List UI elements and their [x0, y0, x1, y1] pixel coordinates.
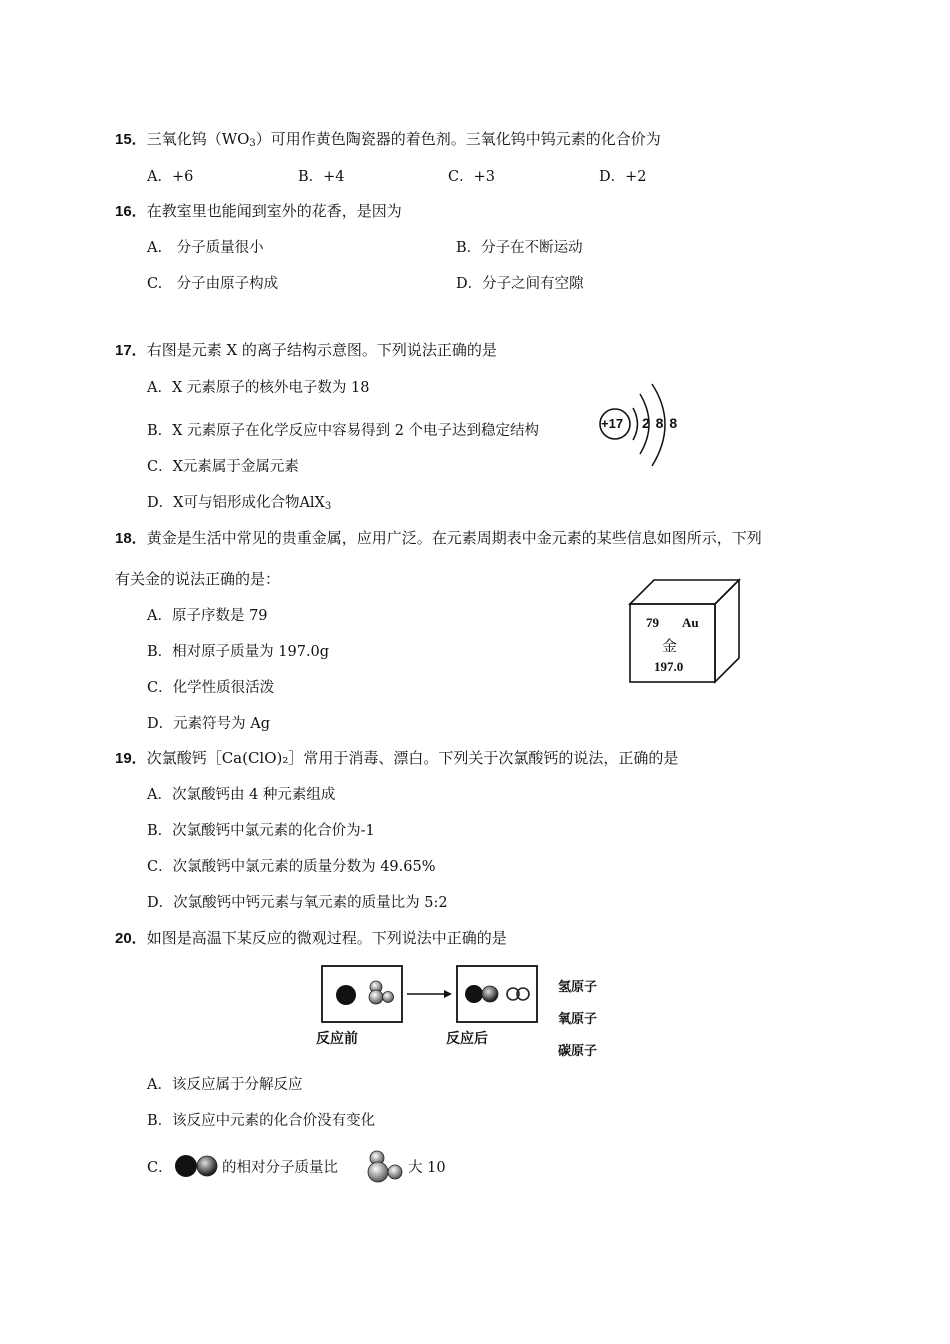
- option-d: [147, 491, 331, 512]
- element-box-outline: [628, 578, 742, 686]
- option-a: A．X 元素原子的核外电子数为 18: [147, 380, 370, 396]
- legend-hydrogen: 氢原子: [558, 979, 598, 994]
- option-c: [147, 1156, 173, 1177]
- stem-text: 在教室里也能闻到室外的花香，是因为: [146, 202, 402, 220]
- question-16-stem: [115, 200, 402, 221]
- stem-text: 黄金是生活中常见的贵重金属，应用广泛。在元素周期表中金元素的某些信息如图所示，下列: [146, 529, 762, 547]
- option-b: B．该反应中元素的化合价没有变化: [147, 1113, 376, 1129]
- nucleus-charge: +17: [601, 416, 624, 431]
- element-card: [628, 578, 742, 686]
- option-c: C. 分子由原子构成: [147, 276, 279, 292]
- option-d: D．元素符号为 Ag: [147, 716, 270, 732]
- option-c-suffix: 大 10: [408, 1160, 446, 1176]
- element-name: 金: [662, 637, 678, 655]
- stem-text: 如图是高温下某反应的微观过程。下列说法中正确的是: [146, 929, 507, 947]
- option-a: A．原子序数是 79: [147, 608, 268, 624]
- option-d-text: D．X可与铝形成化合物AlX: [147, 495, 325, 511]
- question-20-stem: [115, 927, 507, 948]
- option-c: C．+3: [448, 169, 495, 185]
- option-c: C．X元素属于金属元素: [147, 459, 299, 475]
- stem-text: 次氯酸钙［Ca(ClO)₂］常用于消毒、漂白。下列关于次氯酸钙的说法，正确的是: [146, 749, 679, 767]
- question-number: 17．: [115, 342, 147, 359]
- question-number: 18．: [115, 530, 147, 547]
- option-c: C．化学性质很活泼: [147, 680, 275, 696]
- question-18-stem-line1: [115, 527, 762, 548]
- question-number: 20．: [115, 930, 147, 947]
- option-b: B．次氯酸钙中氯元素的化合价为-1: [147, 823, 375, 839]
- shell-electrons: 2 8 8: [642, 415, 679, 431]
- option-c-prefix: C．: [147, 1160, 173, 1176]
- stem-text: 三氧化钨（WO: [146, 130, 250, 148]
- option-d: D．+2: [599, 169, 647, 185]
- co-molecule-icon: [172, 1152, 222, 1180]
- option-b: B．分子在不断运动: [456, 240, 583, 256]
- option-a: A．次氯酸钙由 4 种元素组成: [147, 787, 336, 803]
- option-b: B．+4: [298, 169, 345, 185]
- subscript: 3: [324, 501, 332, 512]
- question-19-stem: [115, 747, 678, 768]
- stem-text: ）可用作黄色陶瓷器的着色剂。三氧化钨中钨元素的化合价为: [255, 130, 661, 148]
- legend-oxygen: 氧原子: [558, 1011, 598, 1026]
- question-number: 15．: [115, 131, 147, 148]
- option-d: D．次氯酸钙中钙元素与氧元素的质量比为 5:2: [147, 895, 448, 911]
- question-number: 16．: [115, 203, 147, 220]
- question-17-stem: [115, 339, 497, 360]
- legend-carbon: 碳原子: [558, 1043, 598, 1058]
- stem-text: 右图是元素 X 的离子结构示意图。下列说法正确的是: [146, 341, 497, 359]
- option-c: C．次氯酸钙中氯元素的质量分数为 49.65%: [147, 859, 436, 875]
- subscript: 3: [249, 138, 256, 149]
- option-a: A．该反应属于分解反应: [147, 1077, 303, 1093]
- question-18-stem-line2: 有关金的说法正确的是：: [115, 570, 281, 588]
- water-molecule-icon: [364, 1148, 408, 1186]
- option-b: B．X 元素原子在化学反应中容易得到 2 个电子达到稳定结构: [147, 423, 540, 439]
- option-b: B．相对原子质量为 197.0g: [147, 644, 330, 660]
- atomic-mass: 197.0: [654, 659, 684, 674]
- atomic-number: 79: [646, 615, 659, 630]
- after-label: 反应后: [446, 1030, 488, 1046]
- question-15-stem: [115, 128, 661, 149]
- option-d: D．分子之间有空隙: [456, 276, 584, 292]
- option-a: A．+6: [147, 169, 194, 185]
- option-a: A. 分子质量很小: [147, 240, 264, 256]
- before-label: 反应前: [316, 1030, 358, 1046]
- element-symbol: Au: [682, 615, 699, 630]
- reaction-diagram: [312, 960, 632, 1060]
- question-number: 19．: [115, 750, 147, 767]
- ion-structure-diagram: [596, 380, 716, 470]
- option-c-mid: 的相对分子质量比: [222, 1160, 338, 1176]
